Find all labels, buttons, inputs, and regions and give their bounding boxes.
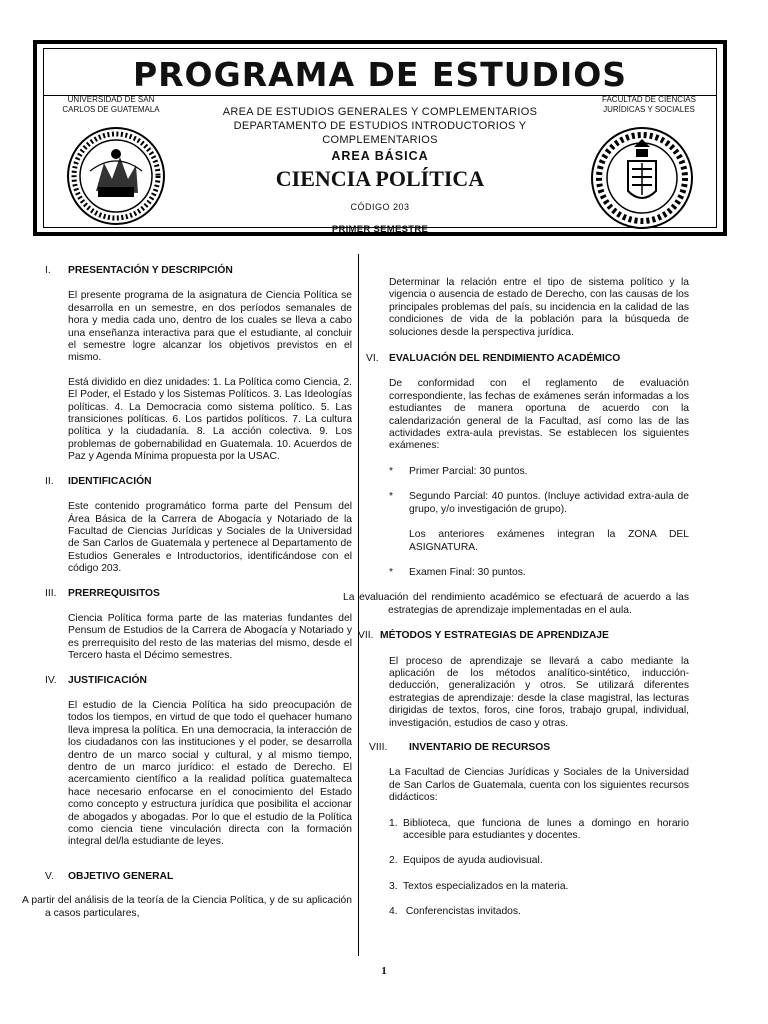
section-heading xyxy=(45,675,352,687)
list-item-text: Primer Parcial: 30 puntos. xyxy=(409,465,528,477)
list-item-text: Biblioteca, que funciona de lunes a domingo en horario accesible para estudiantes y docentes. xyxy=(403,817,689,841)
section-number: II. xyxy=(45,475,54,487)
section-title: EVALUACIÓN DEL RENDIMIENTO ACADÉMICO xyxy=(389,353,621,365)
university-seal-icon xyxy=(66,121,166,231)
course-code: CÓDIGO 203 xyxy=(350,202,410,212)
header-frame xyxy=(43,48,717,235)
section-title: IDENTIFICACIÓN xyxy=(68,475,152,487)
document-title: PROGRAMA DE ESTUDIOS xyxy=(44,55,716,96)
list-item-text: Textos especializados en la materia. xyxy=(403,880,569,892)
section-paragraph: La evaluación del rendimiento académico se efectuará de acuerdo a las estrategias de aprendizaje implementadas en el aula. xyxy=(343,592,689,616)
course-name: CIENCIA POLÍTICA xyxy=(275,166,485,191)
section-title: PRESENTACIÓN Y DESCRIPCIÓN xyxy=(68,265,233,276)
semester-label: PRIMER SEMESTRE xyxy=(331,224,429,235)
section-title: MÉTODOS Y ESTRATEGIAS DE APRENDIZAJE xyxy=(380,630,609,642)
list-item xyxy=(366,466,689,478)
area-line: AREA DE ESTUDIOS GENERALES Y COMPLEMENTARIOS xyxy=(222,106,538,118)
university-name-line: CARLOS DE GUATEMALA xyxy=(62,105,160,114)
section-paragraph: De conformidad con el reglamento de evaluación correspondiente, las fechas de exámenes serán informadas a los estudiantes de manera oportuna de acuerdo con la calendarización general de la Facultad, así como las de las actividades extra-aula previstas. Se establecen los siguientes exámenes: xyxy=(389,378,689,452)
section-paragraph: Determinar la relación entre el tipo de sistema político y la vigencia o ausencia de estado de Derecho, con las causas de los principales problemas del país, su incidencia en la calidad de las condiciones de vida de la población para la búsqueda de soluciones desde la perspectiva jurídica. xyxy=(389,277,689,338)
list-item-text: Segundo Parcial: 40 puntos. (Incluye actividad extra-aula de grupo, y/o investigación de grupo). xyxy=(409,491,689,515)
section-paragraph: El estudio de la Ciencia Política ha sido preocupación de todos los tiempos, en virtud de que todo el quehacer humano lleva impresa la política. En una democracia, la interacción de los ciudadanos con las instituciones y el poder, se desarrolla dentro de un marco social y cultural, y al mismo tiempo, dentro de un marco jurídico: el estado de Derecho. El acercamiento científico a la realidad política guatemalteca hace necesario enfocarse en el conocimiento del Estado como concepto y estructura jurídica que posibilita el accionar de abogados y abogadas. Por lo que el estudio de la Política como ciencia tiene vinculación directa con la formación integral del/la estudiante de leyes. xyxy=(68,699,352,848)
left-column xyxy=(22,265,352,920)
list-item xyxy=(389,818,689,843)
list-item-text: Conferencistas invitados. xyxy=(403,906,521,918)
section-number: VI. xyxy=(366,353,379,365)
section-heading xyxy=(358,630,689,642)
right-column xyxy=(343,277,689,919)
section-paragraph: El proceso de aprendizaje se llevará a cabo mediante la aplicación de los métodos analítico-sintético, inducción-deducción, generalización y otros. Se utilizará diferentes estrategias de aprendizaje: desde la clase magistral, las lecturas dirigidas de textos, foros, cine foros, trabajo grupal, individual, investigación, estudios de caso y otras. xyxy=(389,655,689,729)
university-name xyxy=(46,95,176,115)
section-paragraph: Está dividido en diez unidades: 1. La Política como Ciencia, 2. El Poder, el Estado y los Sistemas Políticos. 3. Las Ideologías políticas. 4. La Democracia como sistema político. 5. Las transiciones políticas. 6. Los partidos políticos. 7. La cultura política y la ciudadanía. 8. La acción colectiva. 9. Los problemas de gobernabilidad en Guatemala. 10. Acuerdos de Paz y Agenda Mínima propuesta por la USAC. xyxy=(68,376,352,463)
section-number: III. xyxy=(45,587,57,599)
section-heading xyxy=(366,353,689,365)
course-heading xyxy=(204,105,556,235)
section-heading xyxy=(45,588,352,600)
section-title: JUSTIFICACIÓN xyxy=(68,674,147,686)
section-number: V. xyxy=(45,870,54,882)
section-paragraph: La Facultad de Ciencias Jurídicas y Sociales de la Universidad de San Carlos de Guatemala, cuenta con los siguientes recursos didácticos: xyxy=(389,767,689,804)
section-number: IV. xyxy=(45,674,57,686)
list-item-text: Equipos de ayuda audiovisual. xyxy=(403,855,543,867)
section-heading xyxy=(45,871,352,883)
list-number: 2. xyxy=(389,855,398,867)
department-line: DEPARTAMENTO DE ESTUDIOS INTRODUCTORIOS Y xyxy=(233,120,527,132)
faculty-name-line: JURÍDICAS Y SOCIALES xyxy=(603,105,695,114)
faculty-name-line: FACULTAD DE CIENCIAS xyxy=(602,95,696,104)
list-number: 3. xyxy=(389,880,398,892)
list-item xyxy=(366,567,689,579)
department-line: COMPLEMENTARIOS xyxy=(322,134,438,146)
list-item-text: Examen Final: 30 puntos. xyxy=(409,566,526,578)
section-number: I. xyxy=(45,265,51,276)
list-number: 4. xyxy=(389,906,398,918)
section-paragraph: Este contenido programático forma parte del Pensum del Área Básica de la Carrera de Abogacía y Notariado de la Facultad de Ciencias Jurídicas y Sociales de la Universidad de San Carlos de Guatemala y pertenece al Departamento de Estudios Generales e Introductorios, identificándose con el código 203. xyxy=(68,501,352,575)
exam-note: Los anteriores exámenes integran la ZONA DEL ASIGNATURA. xyxy=(409,529,689,553)
page-number: 1 xyxy=(381,965,387,977)
document-header xyxy=(33,40,727,236)
section-paragraph: A partir del análisis de la teoría de la Ciencia Política, y de su aplicación a casos particulares, xyxy=(22,895,352,919)
section-paragraph: El presente programa de la asignatura de Ciencia Política se desarrolla en un semestre, en dos períodos semanales de hora y media cada uno, dentro de los cuales se lleva a cabo una enseñanza interactiva para que el estudiante, al concluir el semestre logre alcanzar los objetivos previstos en el mismo. xyxy=(68,290,352,364)
section-paragraph: Ciencia Política forma parte de las materias fundantes del Pensum de Estudios de la Carrera de Abogacía y Notariado y es prerrequisito del resto de las materias del mismo, desde el Tercero hasta el Décimo semestres. xyxy=(68,612,352,662)
section-title: PRERREQUISITOS xyxy=(68,587,160,599)
section-number: VIII. xyxy=(369,741,388,753)
bullet-mark: * xyxy=(389,465,394,477)
list-item xyxy=(389,881,689,893)
university-name-line: UNIVERSIDAD DE SAN xyxy=(67,95,155,104)
bullet-mark: * xyxy=(389,491,394,503)
section-number: VII. xyxy=(358,630,374,642)
resource-list xyxy=(366,818,689,919)
faculty-seal-icon xyxy=(590,119,694,237)
list-item xyxy=(366,491,689,516)
section-heading xyxy=(45,476,352,488)
bullet-mark: * xyxy=(389,566,394,578)
section-title: INVENTARIO DE RECURSOS xyxy=(409,741,551,753)
section-heading xyxy=(369,742,689,754)
section-title: OBJETIVO GENERAL xyxy=(68,870,174,882)
area-basica-label: AREA BÁSICA xyxy=(331,149,429,163)
list-item xyxy=(389,855,689,867)
list-item xyxy=(389,906,689,918)
list-number: 1. xyxy=(389,817,398,829)
section-heading xyxy=(45,265,352,277)
faculty-name xyxy=(584,95,714,115)
